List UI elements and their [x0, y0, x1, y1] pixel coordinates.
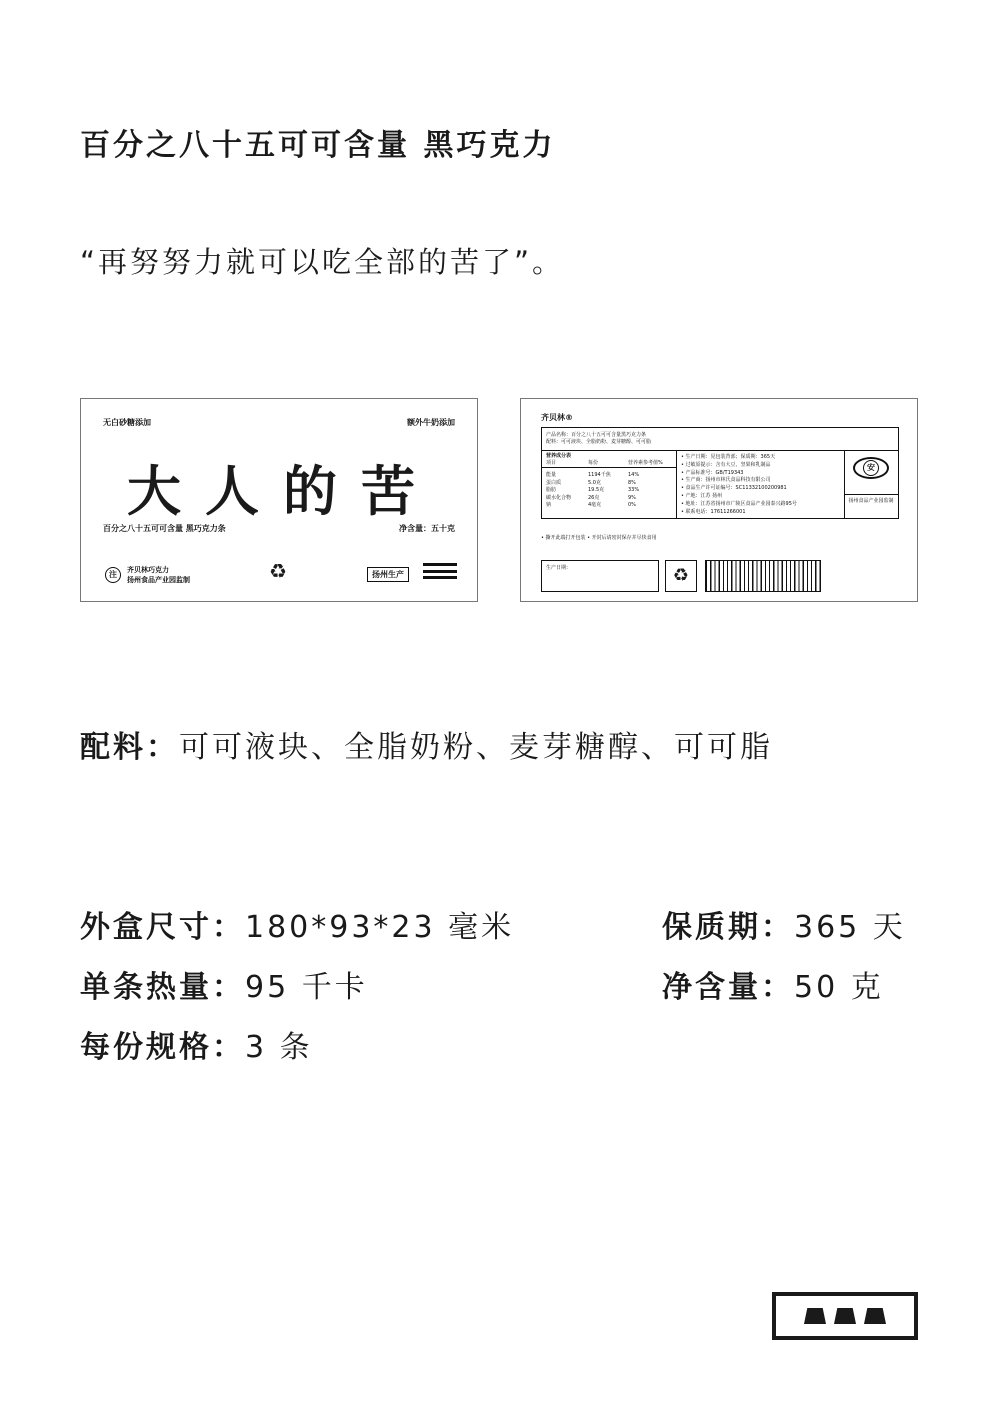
- no-sugar-label: 无白砂糖添加: [103, 418, 151, 427]
- spec-box-size: [80, 902, 514, 946]
- production-date-box: [541, 560, 659, 592]
- info-line: • 联系电话：17611266001: [681, 508, 746, 515]
- ingredients-section: [80, 722, 773, 766]
- ingredients-label: 配料：: [80, 730, 179, 765]
- product-name-line: 产品名称：百分之八十五可可含量黑巧克力条: [546, 432, 647, 438]
- spec-serving: [80, 1022, 313, 1066]
- ingredients-line: 配料：可可液块、全脂奶粉、麦芽糖醇、可可脂: [546, 439, 652, 445]
- brand-logo-icon: [772, 1292, 918, 1340]
- spec-value: 3 条: [245, 1030, 313, 1065]
- divider: [844, 494, 898, 495]
- nutrition-cell: 19.5克: [588, 487, 605, 493]
- info-panel: [541, 427, 899, 519]
- nutrition-title: 营养成分表: [546, 453, 572, 459]
- spec-value: 95 千卡: [245, 970, 368, 1005]
- page-title: 百分之八十五可可含量 黑巧克力: [80, 128, 556, 163]
- info-line: • 生产日期：见包装背部；保质期：365天: [681, 454, 776, 460]
- nutrition-header-serving: 每份: [588, 460, 599, 466]
- spec-calories: [80, 962, 368, 1006]
- spec-shelf-life: [662, 902, 906, 946]
- brand-line-2: 扬州食品产业园监制: [127, 576, 190, 584]
- barcode-icon: [705, 560, 821, 592]
- nutrition-cell: 能量: [546, 472, 557, 478]
- spec-value: 180*93*23 毫米: [245, 910, 515, 945]
- made-in-label: 扬州生产: [367, 567, 409, 582]
- info-line: • 食品生产许可证编号：SC11332100200981: [681, 485, 787, 492]
- seal-caption: 扬州食品产业园监制: [848, 498, 894, 504]
- product-big-title: 大人的苦: [127, 460, 439, 523]
- back-brand: 齐贝林®: [541, 413, 573, 422]
- info-line: • 地址：江苏省扬州市广陵区食品产业园泰兴路95号: [681, 500, 797, 507]
- spec-label: 外盒尺寸：: [80, 910, 245, 945]
- nutrition-cell: 1194千焦: [588, 472, 611, 478]
- nutrition-cell: 4毫克: [588, 502, 602, 508]
- nutrition-cell: 26克: [588, 494, 600, 501]
- spec-net-content: [662, 962, 884, 1006]
- spec-label: 净含量：: [662, 970, 794, 1005]
- nutrition-cell: 脂肪: [546, 487, 557, 493]
- ingredients-value: 可可液块、全脂奶粉、麦芽糖醇、可可脂: [179, 730, 773, 765]
- nutrition-cell: 9%: [628, 494, 636, 501]
- eye-seal-icon: [853, 457, 889, 479]
- package-back: [520, 398, 918, 602]
- net-content-label: 净含量：五十克: [399, 524, 455, 533]
- product-subtitle: 百分之八十五可可含量 黑巧克力条: [103, 524, 226, 533]
- info-line: • 生产商：扬州市林氏食品科技有限公司: [681, 477, 771, 484]
- divider: [844, 450, 845, 518]
- seal-char: 安: [863, 460, 879, 476]
- nutrition-header-item: 项目: [546, 460, 557, 466]
- info-line: • 产地：江苏 扬州: [681, 493, 723, 499]
- spec-value: 50 克: [794, 970, 884, 1005]
- divider: [676, 450, 677, 518]
- production-date-label: 生产日期：: [546, 565, 572, 571]
- brand-line-1: 齐贝林巧克力: [127, 566, 169, 574]
- info-line: • 过敏原提示：含有大豆、坚果和乳制品: [681, 461, 771, 468]
- open-note: • 撕开此端打开包装 • 开封后请密封保存并尽快食用: [541, 535, 657, 541]
- nutrition-header-nrv: 营养素参考值%: [628, 460, 663, 466]
- nutrition-cell: 5.0克: [588, 479, 601, 486]
- nutrition-cell: 钠: [546, 502, 552, 508]
- nutrition-cell: 33%: [628, 487, 640, 493]
- spec-label: 每份规格：: [80, 1030, 245, 1065]
- package-front: [80, 398, 478, 602]
- recycle-icon: ♻: [665, 560, 697, 592]
- spec-label: 单条热量：: [80, 970, 245, 1005]
- nutrition-cell: 碳水化合物: [546, 494, 572, 501]
- spec-value: 365 天: [794, 910, 906, 945]
- badge-icon: 注: [105, 567, 121, 583]
- tagline-quote: “再努努力就可以吃全部的苦了”。: [80, 245, 565, 279]
- divider: [542, 467, 676, 468]
- extra-milk-label: 额外牛奶添加: [407, 418, 455, 427]
- nutrition-cell: 0%: [628, 502, 636, 508]
- spec-label: 保质期：: [662, 910, 794, 945]
- info-line: • 产品标准号：GB/T19343: [681, 469, 744, 476]
- nutrition-cell: 8%: [628, 479, 636, 486]
- nutrition-cell: 14%: [628, 472, 640, 478]
- recycle-icon: ♻: [269, 559, 287, 583]
- nutrition-cell: 蛋白质: [546, 479, 562, 486]
- menu-bars-icon: [423, 563, 457, 585]
